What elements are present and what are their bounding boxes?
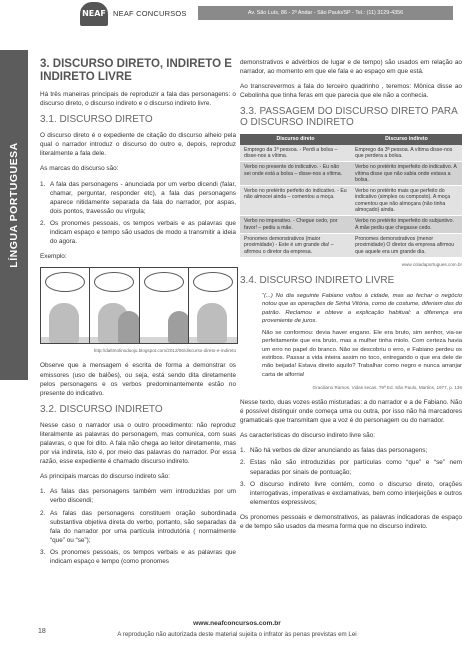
subsection-title-3-1: 3.1. DISCURSO DIRETO (40, 114, 153, 126)
table-cell: Verbo no pretérito imperfeito do indicativo. A vítima disse que não sabia onde estava a bolsa. (351, 162, 462, 186)
footer-url[interactable]: www.neafconcursos.com.br (193, 620, 281, 627)
intro-paragraph: Há três maneiras principais de reproduzir a fala das personagens: o discurso direto, o discurso indireto e o discurso indireto livre. (40, 91, 236, 108)
comic-panel (90, 268, 139, 343)
table-source: www.coladaportugues.com.br (401, 261, 462, 267)
list-item: 2. Os pronomes pessoais, os tempos verbais e as palavras que indicam espaço e tempo são usados de modo a transmitir a ideia do agora. (40, 219, 236, 246)
literary-quote: Não se conformou: devia haver engano. Ele era bruto, sim senhor, via-se perfeitamente que era bruto, mas a mulher tinha miolo. Com certeza havia um erro no papel do branco. Não se descobriu o erro, e Fabiano perdeu os estribos. Passar a vida inteira assim no toco, entregando o que era dele de mão beijada! Estava direito aquilo? Trabalhar como negro e nunca arranjar carta de alforria! (262, 330, 462, 378)
right-column (240, 58, 462, 537)
comic-source-url: http://daltmolinoduoju.blogspot.com/2012/06/discurso-direto-e-indireto (93, 348, 236, 354)
brand-name: NEAF CONCURSOS (113, 9, 187, 18)
table-cell: Emprego da 3ª pessoa. A vítima disse-nos que perdera a bolsa. (351, 145, 462, 162)
marks-list (40, 180, 236, 247)
paragraph: As principais marcas do discurso indireto são: (40, 473, 171, 481)
table-row (240, 216, 462, 234)
comic-strip (40, 267, 238, 344)
left-column (40, 58, 236, 572)
literary-quote: “(...) No dia seguinte Fabiano voltou à cidade, mas ao fechar o negócio notou que as operações de Sinhá Vitória, como de costume, diferiam das do patrão. Reclamou e obteve a explicação habitual: a diferença era proveniente de juros. (262, 292, 462, 324)
marks-list (40, 487, 236, 566)
table-cell: Verbo no pretérito imperfeito do subjuntivo. A mãe pediu que chegasse cedo. (351, 216, 462, 234)
list-item: 1. As falas das personagens também vem introduzidas por um verbo discendi; (40, 488, 236, 505)
section-title: 3. DISCURSO DIRETO, INDIRETO E INDIRETO LIVRE (40, 58, 232, 83)
marks-list (240, 446, 462, 507)
paragraph: As características do discurso indireto livre são: (240, 432, 375, 440)
table-cell: Pronomes demonstrativos (maior proximidade) - Este é um grande dia! – afirmou o diretor da empresa. (240, 233, 351, 257)
subject-label: LÍNGUA PORTUGUESA (8, 142, 20, 268)
comic-panel (189, 268, 237, 343)
subject-sidebar (0, 50, 28, 380)
list-item: 3. O discurso indireto livre contém, como o discurso direto, orações interrogativas, imperativas e exclamativas, bem como interjeições e outros elementos expressivos; (240, 480, 462, 506)
subsection-title-3-4: 3.4. DISCURSO INDIRETO LIVRE (240, 274, 395, 286)
page-number: 18 (38, 628, 46, 635)
comic-panel (140, 268, 189, 343)
table-cell: Verbo no imperativo. - Chegue cedo, por favor! – pediu a mãe. (240, 216, 351, 234)
paragraph: Observe que a mensagem é escrita de forma a demonstrar os emissores (uso de balões), ou seja, está sendo dita diretamente pelos personagens e os verbos predominantemente estão no presente do indicativo. (40, 362, 236, 397)
paragraph: Nesse texto, duas vozes estão misturadas: a do narrador e a de Fabiano. Não é possível distinguir onde começa uma ou outra, por isso não há marcadores gramaticais que transmitam que a voz é do personagem ou do narrador. (240, 398, 462, 425)
table-cell: Verbo no pretérito perfeito do indicativo. - Eu não almocei ainda – comentou a moça. (240, 186, 351, 216)
table-cell: Emprego da 1ª pessoa. - Perdi a bolsa – disse-nos a vítima. (240, 145, 351, 162)
table-row (240, 162, 462, 186)
page-header (0, 0, 474, 50)
paragraph: O discurso direto é o expediente de citação do discurso alheio pela qual o narrador introduz o discurso do outro e, depois, reproduz literalmente a fala dele. (40, 132, 236, 158)
paragraph: Nesse caso o narrador usa o outro procedimento: não reproduz literalmente as palavras do personagem, mas comunica, com suas palavras, o que foi dito. A fala não chega ao leitor diretamente, mas por via indireta, isto é, por meio das palavras do narrador. Por essa razão, esse expediente é chamado discurso indireto. (40, 421, 236, 466)
table-header: Discurso indireto (351, 134, 462, 144)
table-cell: Pronomes demonstrativos (menor proximidade) O diretor da empresa afirmou que aquele era um grande dia. (351, 233, 462, 257)
list-item: 3. Os pronomes pessoais, os tempos verbais e as palavras que indicam espaço e tempo (como pronomes (40, 548, 236, 565)
quote-source: Graciliano Ramos. Vidas secas. 79ª Ed. São Paulo, Martins, 1977, p. 136 (312, 384, 462, 390)
list-item: 1. A fala das personagens - anunciada por um verbo dicendi (falar, chamar, perguntar, responder etc), a fala das personagens aparece nitidamente separada da fala do narrador, por aspas, dois pontos, travessão ou vírgula; (40, 180, 236, 215)
paragraph: demonstrativos e advérbios de lugar e de tempo) são usados em relação ao narrador, ao momento em que ele fala e ao espaço em que está. (240, 59, 462, 76)
example-label: Exemplo: (40, 253, 67, 261)
paragraph: Ao transcrevermos a fala do terceiro quadrinho , teremos: Mônica disse ao Cebolinha que tinha feras em que parecia que ele não a conhecia. (240, 83, 462, 100)
footer-note: A reprodução não autorizada deste material sujeita o infrator às penas previstas em Lei (117, 631, 357, 638)
subsection-title-3-3: 3.3. PASSAGEM DO DISCURSO DIRETO PARA O DISCURSO INDIRETO (240, 106, 458, 129)
neaf-logo: NEAF (80, 2, 108, 26)
comparison-table (240, 134, 462, 257)
list-item: 2. Estas não são introduzidas por partículas como “que” e “se” nem separadas por sinais de pontuação; (240, 459, 462, 476)
table-row (240, 233, 462, 257)
table-cell: Verbo no presente do indicativo. - Eu não sei onde está a bolsa – disse-nos a vítima. (240, 162, 351, 186)
table-row (240, 145, 462, 162)
list-item: 1. Não há verbos de dizer anunciando as falas das personagens; (240, 447, 428, 455)
address-bar: Av. São Luís, 86 - 2º Andar - São Paulo/SP - Tel.: (11) 3129-4356 (198, 6, 453, 20)
comic-panel (41, 268, 90, 343)
table-row (240, 186, 462, 216)
paragraph: Os pronomes pessoais e demonstrativos, as palavras indicadoras de espaço e de tempo são usados da mesma forma que no discurso indireto. (240, 513, 462, 531)
table-header: Discurso direto (240, 134, 351, 144)
table-cell: Verbo no pretérito mais que perfeito do indicativo (simples ou composto). A moça comentou que não almoçara (não tinha almoçado) ainda. (351, 186, 462, 216)
paragraph: As marcas do discurso são: (40, 165, 119, 173)
list-item: 2. As falas das personagens constituem oração subordinada substantiva objetiva direta do verbo, portanto, são separadas da fala do narrador por uma partícula introdutória ( normalmente “que” ou “se”); (40, 509, 236, 544)
subsection-title-3-2: 3.2. DISCURSO INDIRETO (40, 403, 163, 415)
